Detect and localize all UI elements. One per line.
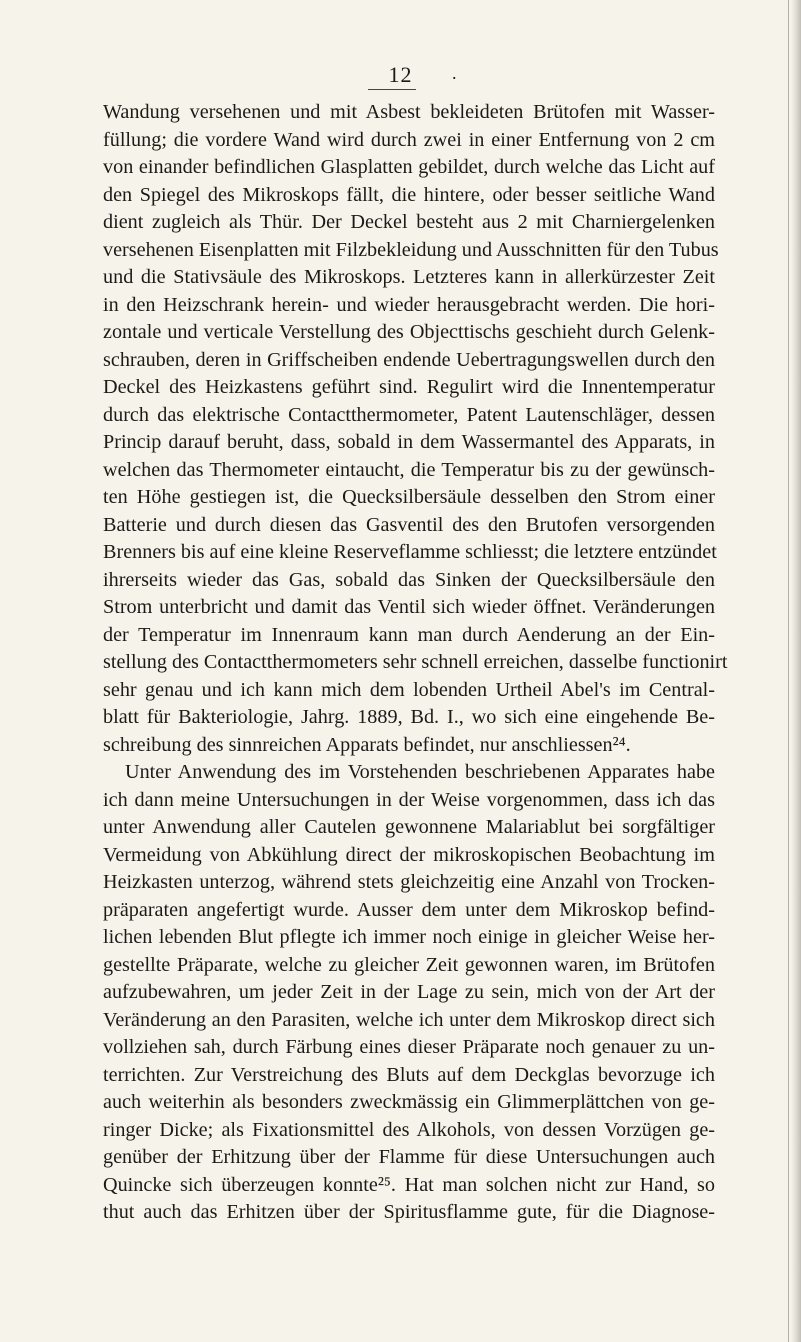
text-line: Strom unterbricht und damit das Ventil sich wieder öffnet. Veränderungen	[103, 596, 715, 618]
page-edge-shadow	[791, 0, 801, 1342]
text-line: der Temperatur im Innenraum kann man durch Aenderung an der Ein-	[103, 623, 715, 646]
page-edge-line	[788, 0, 789, 1342]
text-line: Veränderung an den Parasiten, welche ich unter dem Mikroskop direct sich	[103, 1008, 715, 1031]
stray-mark: .	[452, 63, 457, 83]
text-line: durch das elektrische Contactthermometer, Patent Lautenschläger, dessen	[103, 403, 715, 426]
text-line: sehr genau und ich kann mich dem lobenden Urtheil Abel's im Central-	[103, 678, 715, 701]
text-line: ten Höhe gestiegen ist, die Quecksilbersäule desselben den Strom einer	[103, 486, 715, 508]
text-line: schrauben, deren in Griffscheiben endende Uebertragungswellen durch den	[103, 348, 715, 371]
text-line: genüber der Erhitzung über der Flamme für diese Untersuchungen auch	[103, 1146, 715, 1168]
text-line: und die Stativsäule des Mikroskops. Letzteres kann in allerkürzester Zeit	[103, 266, 715, 288]
page-number-underline	[368, 89, 416, 90]
text-line: in den Heizschrank herein- und wieder herausgebracht werden. Die hori-	[103, 293, 715, 316]
text-line: Brenners bis auf eine kleine Reserveflamme schliesst; die letztere entzündet	[103, 541, 717, 563]
body-text	[103, 99, 728, 1227]
text-line: welchen das Thermometer eintaucht, die Temperatur bis zu der gewünsch-	[103, 458, 715, 481]
page-number: 12	[388, 62, 413, 87]
text-line: thut auch das Erhitzen über der Spiritusflamme gute, für die Diagnose-	[103, 1201, 715, 1223]
text-line: Heizkasten unterzog, während stets gleichzeitig eine Anzahl von Trocken-	[103, 871, 715, 893]
text-line: unter Anwendung aller Cautelen gewonnene Malariablut bei sorgfältiger	[103, 816, 715, 838]
text-line: den Spiegel des Mikroskops fällt, die hintere, oder besser seitliche Wand	[103, 183, 715, 206]
text-line: Wandung versehenen und mit Asbest bekleideten Brütofen mit Wasser-	[103, 101, 715, 123]
text-line: dient zugleich als Thür. Der Deckel besteht aus 2 mit Charniergelenken	[103, 211, 715, 233]
text-line: präparaten angefertigt wurde. Ausser dem unter dem Mikroskop befind-	[103, 898, 715, 921]
text-line: schreibung des sinnreichen Apparats befindet, nur anschliessen²⁴.	[103, 733, 631, 756]
text-line: Quincke sich überzeugen konnte²⁵. Hat man solchen nicht zur Hand, so	[103, 1173, 715, 1196]
text-line: terrichten. Zur Verstreichung des Bluts auf dem Deckglas bevorzuge ich	[103, 1063, 715, 1086]
text-line: von einander befindlichen Glasplatten gebildet, durch welche das Licht auf	[103, 156, 715, 178]
text-line: blatt für Bakteriologie, Jahrg. 1889, Bd. I., wo sich eine eingehende Be-	[103, 706, 715, 728]
text-line: ringer Dicke; als Fixationsmittel des Alkohols, von dessen Vorzügen ge-	[103, 1118, 715, 1141]
text-line: Vermeidung von Abkühlung direct der mikroskopischen Beobachtung im	[103, 843, 715, 866]
text-line: füllung; die vordere Wand wird durch zwei in einer Entfernung von 2 cm	[103, 128, 715, 151]
text-line: zontale und verticale Verstellung des Objecttischs geschieht durch Gelenk-	[103, 321, 715, 343]
text-line: Deckel des Heizkastens geführt sind. Regulirt wird die Innentemperatur	[103, 376, 715, 398]
text-line: versehenen Eisenplatten mit Filzbekleidung und Ausschnitten für den Tubus	[103, 238, 719, 261]
text-line: stellung des Contactthermometers sehr schnell erreichen, dasselbe functionirt	[103, 651, 728, 673]
text-line: Batterie und durch diesen das Gasventil des den Brutofen versorgenden	[103, 513, 715, 536]
text-line: lichen lebenden Blut pflegte ich immer noch einige in gleicher Weise her-	[103, 926, 715, 948]
text-line: ich dann meine Untersuchungen in der Weise vorgenommen, dass ich das	[103, 788, 715, 811]
text-line: Princip darauf beruht, dass, sobald in dem Wassermantel des Apparats, in	[103, 431, 715, 453]
text-line: gestellte Präparate, welche zu gleicher Zeit gewonnen waren, im Brütofen	[103, 953, 715, 976]
text-line: Unter Anwendung des im Vorstehenden beschriebenen Apparates habe	[125, 761, 715, 783]
text-line: auch weiterhin als besonders zweckmässig ein Glimmerplättchen von ge-	[103, 1091, 715, 1113]
text-line: vollziehen sah, durch Färbung eines dieser Präparate noch genauer zu un-	[103, 1036, 715, 1058]
text-line: aufzubewahren, um jeder Zeit in der Lage zu sein, mich von der Art der	[103, 981, 715, 1003]
text-line: ihrerseits wieder das Gas, sobald das Sinken der Quecksilbersäule den	[103, 568, 715, 591]
